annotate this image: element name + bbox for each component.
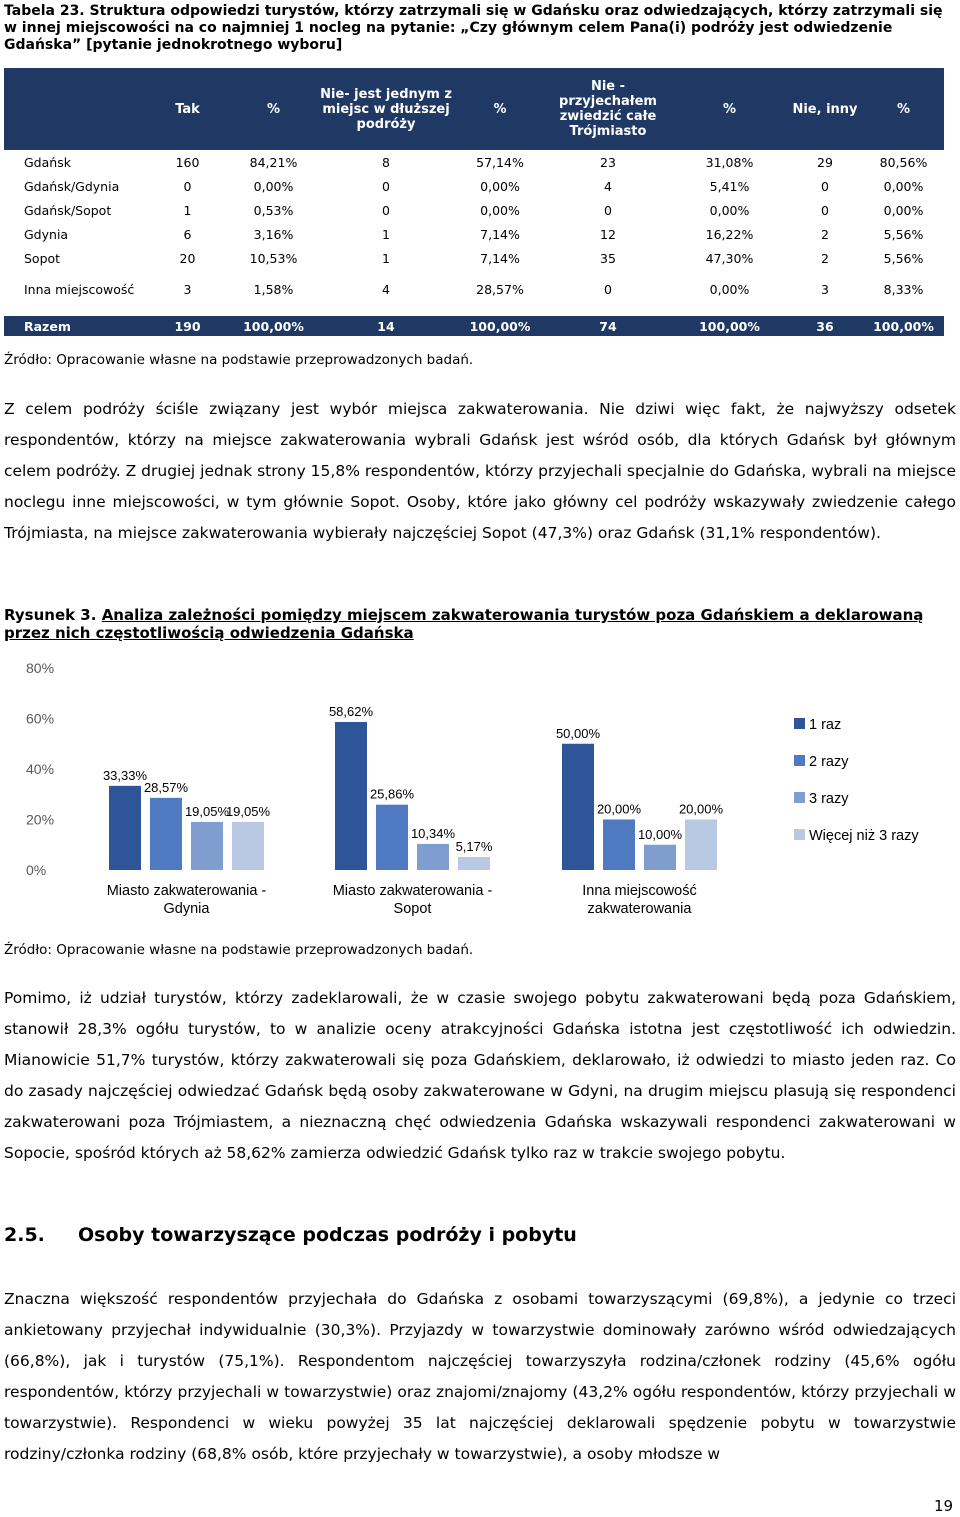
table-cell: 84,21% [249,154,298,170]
y-tick-label: 60% [26,710,55,727]
table-cell: 4 [382,281,390,297]
table-cell: 1 [382,226,390,242]
y-tick-label: 80% [26,660,55,676]
table-cell: 1 [382,250,390,266]
table-row [4,150,944,174]
bar-3-1 [458,857,490,870]
section-title: Osoby towarzyszące podczas podróży i pobytu [78,1224,577,1246]
legend-swatch [794,829,805,840]
table-cell: 5,56% [883,250,924,266]
figure-caption [4,606,958,642]
table-cell: 4 [604,178,612,194]
table-cell: 0 [604,281,612,297]
data-label: 28,57% [143,779,189,795]
table-cell: 3 [183,281,192,297]
section-number: 2.5. [4,1224,45,1246]
table-cell: 1,58% [253,281,294,297]
table-cell: 31,08% [705,154,754,170]
table-cell: 0,00% [709,281,750,297]
header-tak: Tak [144,68,231,150]
row-label: Sopot [24,250,61,266]
data-label: 5,17% [455,838,493,854]
table-source-note: Źródło: Opracowanie własne na podstawie przeprowadzonych badań. [4,352,474,368]
table-cell: 23 [600,154,616,170]
row-label: Gdańsk/Sopot [24,202,112,218]
table-row [4,246,944,270]
row-label: Gdynia [24,226,69,242]
header-nie-trojmiasto: Nie - przyjechałem zwiedzić całe Trójmiasto [544,68,672,150]
total-cell: 190 [144,316,231,336]
bar-3-2 [685,820,717,871]
legend-swatch [794,718,805,729]
table-caption [4,3,958,54]
bar-1-0 [150,798,182,870]
table-cell: 0 [604,202,612,218]
paragraph-visit-frequency: Pomimo, iż udział turystów, którzy zadeklarowali, że w czasie swojego pobytu zakwaterowani będą poza Gdańskiem, stanowił 28,3% ogółu turystów, to w analizie oceny atrakcyjności Gdańska istotna jest częstotliwość ich odwiedzin. Mianowicie 51,7% turystów, którzy zakwaterowali się poza Gdańskiem, deklarowało, iż odwiedzi to miasto jeden raz. Co do zasady najczęściej odwiedzać Gdańsk będą osoby zakwaterowane w Gdyni, na drugim miejscu plasują się respondenci zakwaterowani poza Trójmiastem, a nieznaczną chęć odwiedzenia Gdańska wskazywali respondenci zakwaterowani w Sopocie, spośród których aż 58,62% zamierza odwiedzić Gdańsk tylko raz w trakcie swojego pobytu. [4,989,956,1162]
legend-label: 3 razy [809,791,849,807]
table-cell: 0,00% [709,202,750,218]
table-cell: 8,33% [883,281,924,297]
table-cell: 8 [382,154,390,170]
table-cell: 47,30% [705,250,754,266]
table-cell: 3,16% [253,226,294,242]
table-cell: 0,00% [480,178,520,194]
table-cell: 0,53% [253,202,294,218]
table-caption-label: Tabela 23. [4,3,85,19]
table-caption-text: Struktura odpowiedzi turystów, którzy zatrzymali się w Gdańsku oraz odwiedzających, którzy zatrzymali się w innej miejscowości na co najmniej 1 nocleg na pytanie: „Czy głównym celem Pana(i) podróży jest odwiedzenie Gdańska” [pytanie jednokrotnego wyboru] [4,3,943,53]
bar-1-1 [376,805,408,870]
data-label: 20,00% [678,801,724,817]
table-cell: 7,14% [480,250,520,266]
row-label: Gdańsk [24,154,71,170]
table-cell: 10,53% [249,250,298,266]
table-cell: 2 [821,250,829,266]
header-percent: % [672,68,787,150]
table-cell: 0 [821,178,829,194]
table-cell: 35 [600,250,616,266]
table-total-row [4,316,944,336]
table-cell: 80,56% [879,154,928,170]
table-row [4,198,944,222]
data-label: 58,62% [328,703,374,719]
table-cell: 5,41% [709,178,750,194]
table-row [4,270,944,308]
table-row [4,174,944,198]
table-cell: 0,00% [253,178,294,194]
paragraph-companions: Znaczna większość respondentów przyjechała do Gdańska z osobami towarzyszącymi (69,8%), a jedynie co trzeci ankietowany przyjechał indywidualnie (30,3%). Przyjazdy w towarzystwie dominowały zarówno wśród odwiedzających (66,8%), jak i turystów (75,1%). Respondentom najczęściej towarzyszyła rodzina/członek rodziny (45,6% ogółu respondentów, którzy przyjechali w towarzystwie) oraz znajomi/znajomy (43,2% ogółu respondentów, którzy przyjechali w towarzystwie). Respondenci w wieku powyżej 35 lat najczęściej deklarowali spędzenie pobytu w towarzystwie rodziny/członka rodziny (68,8% osób, które przyjechały w towarzystwie), a osoby młodsze w [4,1290,956,1463]
total-label: Razem [4,316,144,336]
data-label: 19,05% [225,803,271,819]
legend-label: Więcej niż 3 razy [809,828,919,844]
total-cell: 100,00% [456,316,544,336]
header-corner [4,68,144,150]
chart-source-note: Źródło: Opracowanie własne na podstawie przeprowadzonych badań. [4,942,474,958]
legend-label: 1 raz [809,717,842,733]
total-cell: 100,00% [231,316,316,336]
legend-swatch [794,755,805,766]
header-nie-jedno-z-miejsc: Nie- jest jednym z miejsc w dłuższej podróży [316,68,456,150]
table-spacer-cell [4,308,944,316]
table-cell: 160 [175,154,200,170]
total-cell: 74 [544,316,672,336]
row-label: Inna miejscowość [24,281,135,297]
table-cell: 3 [821,281,829,297]
visit-frequency-chart [0,650,960,930]
figure-caption-label: Rysunek 3. [4,606,97,624]
table-cell: 28,57% [476,281,524,297]
bar-2-2 [644,845,676,870]
data-label: 10,00% [637,826,683,842]
category-label: Miasto zakwaterowania - [106,883,267,899]
y-tick-label: 20% [26,811,55,828]
table-cell: 0 [183,178,192,194]
data-label: 20,00% [596,801,642,817]
data-label: 33,33% [102,767,148,783]
y-tick-label: 0% [26,862,47,878]
table-cell: 7,14% [480,226,520,242]
header-percent: % [456,68,544,150]
paragraph-accommodation-choice: Z celem podróży ściśle związany jest wybór miejsca zakwaterowania. Nie dziwi więc fakt, że najwyższy odsetek respondentów, którzy na miejsce zakwaterowania wybrali Gdańsk jest wśród osób, dla których Gdańsk był głównym celem podróży. Z drugiej jednak strony 15,8% respondentów, którzy przyjechali specjalnie do Gdańska, wybrali na miejsce noclegu inne miejscowości, w tym głównie Sopot. Osoby, które jako główny cel podróży wskazywały zwiedzenie całego Trójmiasta, na miejsce zakwaterowania wybierały najczęściej Sopot (47,3%) oraz Gdańsk (31,1% respondentów). [4,400,956,542]
legend-swatch [794,792,805,803]
data-label: 10,34% [410,825,456,841]
figure-caption-text: Analiza zależności pomiędzy miejscem zakwaterowania turystów poza Gdańskiem a deklarowaną przez nich częstotliwością odwiedzenia Gdańska [4,606,924,642]
table-cell: 57,14% [476,154,524,170]
table-header-row [4,68,944,150]
category-label: zakwaterowania [587,901,692,917]
table-cell: 5,56% [883,226,924,242]
bar-3-0 [232,822,264,870]
section-heading [4,1224,577,1246]
category-label: Inna miejscowość [582,883,697,899]
table-cell: 6 [183,226,192,242]
header-percent: % [231,68,316,150]
table-cell: 20 [179,250,196,266]
table-cell: 0,00% [480,202,520,218]
data-label: 50,00% [555,725,601,741]
data-label: 25,86% [369,786,415,802]
table-cell: 0 [382,178,390,194]
category-label: Miasto zakwaterowania - [332,883,493,899]
legend-label: 2 razy [809,754,849,770]
bar-2-1 [417,844,449,870]
bar-1-2 [603,820,635,871]
table-cell: 29 [817,154,833,170]
table-cell: 0 [821,202,829,218]
total-cell: 100,00% [863,316,944,336]
survey-table [4,68,944,336]
bar-0-1 [335,722,367,870]
table-cell: 0,00% [883,202,924,218]
total-cell: 36 [787,316,863,336]
table-cell: 0,00% [883,178,924,194]
bar-2-0 [191,822,223,870]
data-label: 19,05% [184,803,230,819]
table-cell: 16,22% [705,226,754,242]
table-row [4,222,944,246]
page-number: 19 [934,1497,954,1515]
category-label: Gdynia [163,901,210,917]
category-label: Sopot [393,901,432,917]
total-cell: 14 [316,316,456,336]
header-percent: % [863,68,944,150]
table-cell: 12 [600,226,616,242]
row-label: Gdańsk/Gdynia [24,178,120,194]
bar-0-0 [109,786,141,870]
table-cell: 0 [382,202,390,218]
header-nie-inny: Nie, inny [787,68,863,150]
table-cell: 2 [821,226,829,242]
total-cell: 100,00% [672,316,787,336]
table-spacer [4,308,944,316]
y-tick-label: 40% [26,761,55,777]
table-cell: 1 [183,202,192,218]
bar-0-2 [562,744,594,870]
